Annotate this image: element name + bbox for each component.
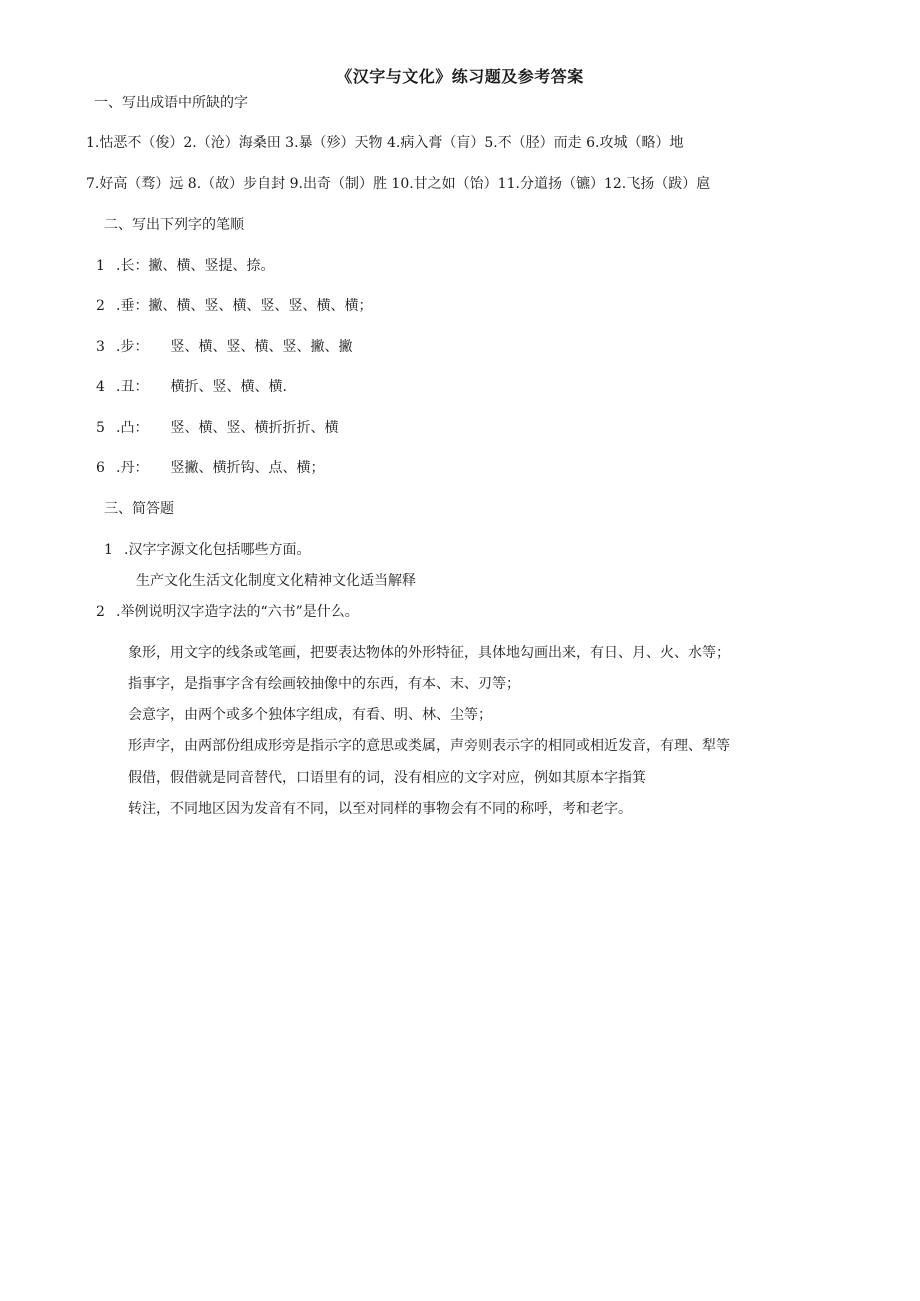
stroke-order-item: [96, 418, 338, 438]
liushu-answer-line: 会意字，由两个或多个独体字组成，有看、明、林、尘等；: [128, 707, 492, 723]
item-strokes: 竖、横、竖、横折折折、横: [170, 420, 339, 436]
stroke-order-item: [96, 458, 324, 478]
liushu-answer-line: 假借，假借就是同音替代，口语里有的词，没有相应的文字对应，例如其原本字指箕: [128, 770, 646, 786]
question-text: .汉字字源文化包括哪些方面。: [124, 542, 311, 558]
stroke-order-item: [96, 377, 287, 397]
question-1-answer: 生产文化生活文化制度文化精神文化适当解释: [136, 573, 416, 589]
item-number: 5: [96, 420, 105, 436]
item-number: 2: [96, 298, 105, 314]
item-character: .长：: [116, 258, 149, 274]
question-2: [96, 602, 359, 622]
item-number: 1: [96, 258, 105, 274]
item-strokes: 撇、横、竖、横、竖、竖、横、横；: [148, 298, 373, 314]
question-1: [104, 540, 310, 560]
liushu-answer-line: 转注，不同地区因为发音有不同，以至对同样的事物会有不同的称呼，考和老字。: [128, 801, 632, 817]
item-number: 3: [96, 339, 105, 355]
item-character: .凸：: [116, 420, 149, 436]
item-number: 4: [96, 379, 105, 395]
item-character: .垂：: [116, 298, 149, 314]
page-title: 《汉字与文化》练习题及参考答案: [336, 67, 584, 86]
item-strokes: 撇、横、竖提、捺。: [148, 258, 275, 274]
stroke-order-item: [96, 337, 352, 357]
question-number: 2: [96, 604, 105, 620]
section-1-heading: 一、写出成语中所缺的字: [94, 95, 248, 111]
item-number: 6: [96, 460, 105, 476]
item-character: .步：: [116, 339, 149, 355]
liushu-answer-line: 指事字，是指事字含有绘画较抽像中的东西，有本、末、刃等；: [128, 676, 520, 692]
liushu-answer-line: 形声字，由两部份组成形旁是指示字的意思或类属，声旁则表示字的相同或相近发音，有理、犁等: [128, 738, 730, 754]
question-number: 1: [104, 542, 113, 558]
liushu-answer-line: 象形，用文字的线条或笔画，把要表达物体的外形特征，具体地勾画出来，有日、月、火、水等；: [128, 645, 730, 661]
item-strokes: 竖撇、横折钩、点、横；: [170, 460, 325, 476]
item-strokes: 竖、横、竖、横、竖、撇、撇: [170, 339, 353, 355]
idiom-answers-line-1: 1.怙恶不（俊）2.（沧）海桑田 3.暴（殄）天物 4.病入膏（肓）5.不（胫）而走 6.攻城（略）地: [86, 135, 684, 151]
section-3-heading: 三、简答题: [104, 501, 174, 517]
item-character: .丹：: [116, 460, 149, 476]
stroke-order-item: [96, 296, 372, 316]
section-2-heading: 二、写出下列字的笔顺: [104, 217, 244, 233]
question-text: .举例说明汉字造字法的“六书”是什么。: [116, 604, 359, 620]
item-character: .丑：: [116, 379, 149, 395]
item-strokes: 横折、竖、横、横.: [170, 379, 287, 395]
stroke-order-item: [96, 256, 274, 276]
idiom-answers-line-2: 7.好高（骛）远 8.（故）步自封 9.出奇（制）胜 10.甘之如（饴）11.分道扬（镳）12.飞扬（跋）扈: [86, 176, 711, 192]
